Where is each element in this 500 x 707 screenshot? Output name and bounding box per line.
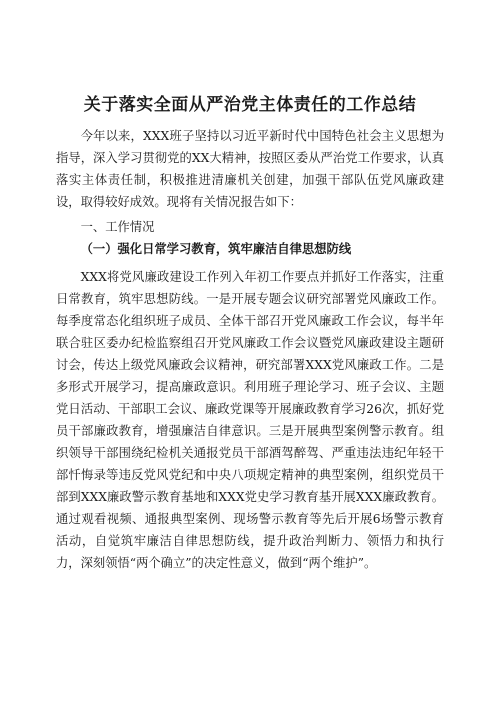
subsection-heading-study-education: （一）强化日常学习教育，筑牢廉洁自律思想防线 [80,241,352,256]
subsection-body-paragraph: XXX将党风廉政建设工作列入年初工作要点并抓好工作落实，注重日常教育，筑牢思想防线。一是开展专题会议研究部署党风廉政工作。每季度常态化组织班子成员、全体干部召开党风廉政工作会议，每半年联合驻区委办纪检监察组召开党风廉政工作会议暨党风廉政建设主题研讨会，传达上级党风廉政会议精神，研究部署XXX党风廉政工作。二是多形式开展学习，提高廉政意识。利用班子理论学习、班子会议、主题党日活动、干部职工会议、廉政党课等开展廉政教育学习26次，抓好党员干部廉政教育，增强廉洁自律意识。三是开展典型案例警示教育。组织领导干部围绕纪检机关通报党员干部酒驾醉驾、严重违法违纪年轻干部忏悔录等违反党风党纪和中央八项规定精神的典型案例，组织党员干部到XXX廉政警示教育基地和XXX党史学习教育基开展XXX廉政教育。通过观看视频、通报典型案例、现场警示教育等先后开展6场警示教育活动，自觉筑牢廉洁自律思想防线，提升政治判断力、领悟力和执行力，深刻领悟“两个确立”的决定性意义，做到“两个维护”。 [56,270,444,570]
document-title: 关于落实全面从严治党主体责任的工作总结 [83,95,417,115]
section-heading-work-status: 一、工作情况 [80,220,155,234]
intro-paragraph: 今年以来，XXX班子坚持以习近平新时代中国特色社会主义思想为指导，深入学习贯彻党的XX大精神，按照区委从严治党工作要求，认真落实主体责任制，积极推进清廉机关创建，加强干部队伍党风廉政建设，取得较好成效。现将有关情况报告如下： [56,129,444,209]
